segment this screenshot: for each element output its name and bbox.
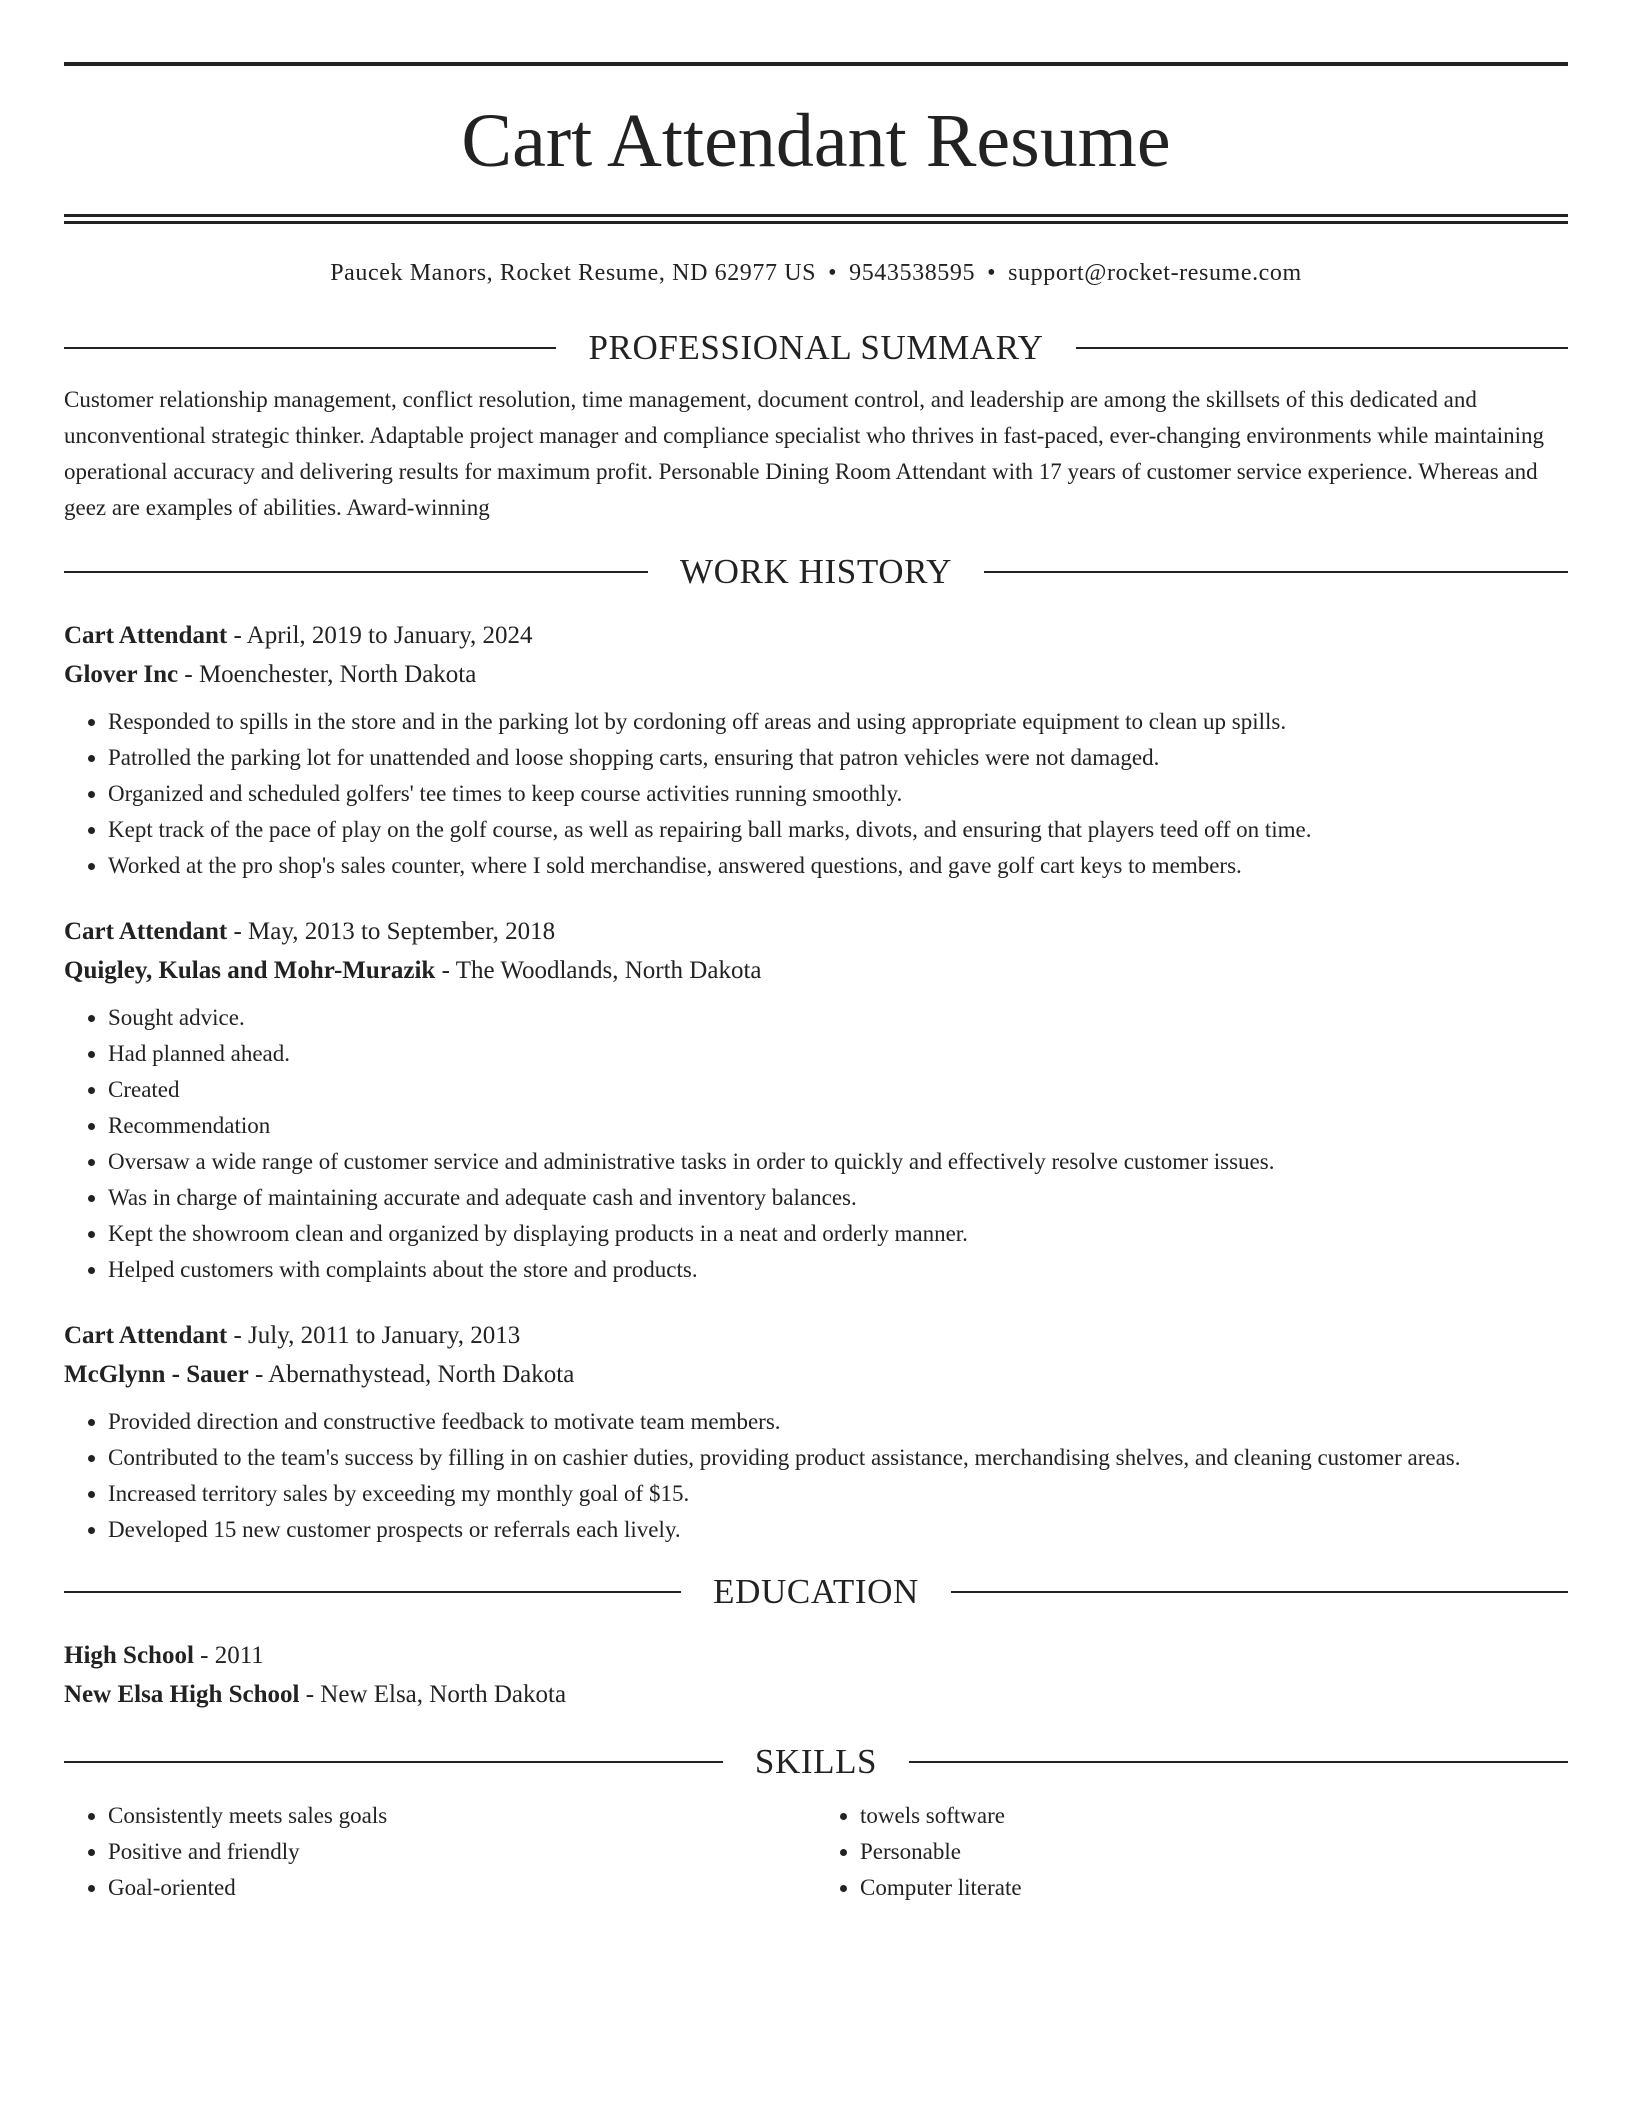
job-title: Cart Attendant [64, 918, 228, 945]
summary-text: Customer relationship management, conflict resolution, time management, document control, and leadership are among the skillsets of this dedicated and unconventional strategic thinker. Adaptable project manager and compliance specialist who thrives in fast-paced, ever-changing environments while maintaining operational accuracy and delivering results for maximum profit. Personable Dining Room Attendant with 17 years of customer service experience. Whereas and geez are examples of abilities. Award-winning [64, 387, 1544, 520]
job-duty: • Organized and scheduled golfers' tee times to keep course activities running smoothly. [108, 776, 1568, 812]
job-duty: • Created [108, 1072, 1568, 1108]
job-dates: - April, 2019 to January, 2024 [227, 622, 533, 649]
job-duty: • Kept the showroom clean and organized by displaying products in a neat and orderly manner. [108, 1216, 1568, 1252]
job-title-line [64, 616, 1568, 655]
skill-item: • Computer literate [860, 1870, 1568, 1906]
skill-item: • Positive and friendly [108, 1834, 816, 1870]
job-entry [64, 616, 1568, 884]
heading-rule-right [984, 571, 1568, 573]
section-title: PROFESSIONAL SUMMARY [588, 328, 1044, 367]
contact-email: support@rocket-resume.com [1008, 260, 1302, 286]
heading-rule-left [64, 1761, 723, 1763]
heading-rule-left [64, 1591, 681, 1593]
section-heading-work-history [64, 550, 1568, 594]
skills-columns [64, 1798, 1568, 1906]
job-duty: • Worked at the pro shop's sales counter, where I sold merchandise, answered questions, and gave golf cart keys to members. [108, 848, 1568, 884]
job-dates: - July, 2011 to January, 2013 [227, 1322, 521, 1349]
education-degree-line [64, 1636, 1568, 1675]
heading-rule-right [909, 1761, 1568, 1763]
education-location: - New Elsa, North Dakota [299, 1681, 567, 1708]
skill-item: • Goal-oriented [108, 1870, 816, 1906]
job-duty: • Oversaw a wide range of customer service and administrative tasks in order to quickly and effectively resolve customer issues. [108, 1144, 1568, 1180]
job-company-line [64, 1355, 1568, 1394]
job-duty: • Patrolled the parking lot for unattended and loose shopping carts, ensuring that patron vehicles were not damaged. [108, 740, 1568, 776]
section-heading-summary [64, 326, 1568, 370]
section-title: EDUCATION [713, 1572, 919, 1611]
job-duty: • Sought advice. [108, 1000, 1568, 1036]
job-duty: • Was in charge of maintaining accurate and adequate cash and inventory balances. [108, 1180, 1568, 1216]
section-title: SKILLS [754, 1742, 878, 1781]
job-duty: • Provided direction and constructive feedback to motivate team members. [108, 1404, 1568, 1440]
skill-item: • towels software [860, 1798, 1568, 1834]
top-rule [64, 62, 1568, 66]
job-entry [64, 912, 1568, 1288]
contact-phone: 9543538595 [849, 260, 976, 286]
job-duty: • Contributed to the team's success by filling in on cashier duties, providing product assistance, merchandising shelves, and cleaning customer areas. [108, 1440, 1568, 1476]
job-duty: • Had planned ahead. [108, 1036, 1568, 1072]
education-school-line [64, 1675, 1568, 1714]
section-heading-education [64, 1570, 1568, 1614]
section-heading-skills [64, 1740, 1568, 1784]
job-title: Cart Attendant [64, 1322, 228, 1349]
education-entry [64, 1636, 1568, 1714]
job-duties-list [64, 704, 1568, 884]
job-company-line [64, 951, 1568, 990]
resume-title: Cart Attendant Resume [461, 99, 1171, 183]
job-duties-list [64, 1000, 1568, 1288]
contact-separator: • [987, 260, 997, 286]
heading-rule-left [64, 571, 648, 573]
skill-item: • Consistently meets sales goals [108, 1798, 816, 1834]
contact-separator: • [828, 260, 838, 286]
skills-list-left [64, 1798, 816, 1906]
job-duty: • Recommendation [108, 1108, 1568, 1144]
heading-rule-right [1076, 347, 1568, 349]
job-duty: • Helped customers with complaints about the store and products. [108, 1252, 1568, 1288]
job-duties-list [64, 1404, 1568, 1548]
job-company: Quigley, Kulas and Mohr-Murazik [64, 957, 436, 984]
job-duty: • Increased territory sales by exceeding my monthly goal of $15. [108, 1476, 1568, 1512]
education-school: New Elsa High School [64, 1681, 300, 1708]
skill-item: • Personable [860, 1834, 1568, 1870]
job-dates: - May, 2013 to September, 2018 [227, 918, 556, 945]
job-title-line [64, 912, 1568, 951]
education-year: - 2011 [193, 1642, 264, 1669]
job-entry [64, 1316, 1568, 1548]
job-title-line [64, 1316, 1568, 1355]
skills-list-right [816, 1798, 1568, 1906]
heading-rule-right [951, 1591, 1568, 1593]
job-company-line [64, 655, 1568, 694]
contact-address: Paucek Manors, Rocket Resume, ND 62977 US [330, 260, 817, 286]
job-title: Cart Attendant [64, 622, 228, 649]
job-duty: • Developed 15 new customer prospects or referrals each lively. [108, 1512, 1568, 1548]
job-location: - Abernathystead, North Dakota [248, 1361, 575, 1388]
contact-line [64, 258, 1568, 288]
education-degree: High School [64, 1642, 194, 1669]
heading-rule-left [64, 347, 556, 349]
job-company: Glover Inc [64, 661, 179, 688]
section-title: WORK HISTORY [680, 552, 952, 591]
job-location: - The Woodlands, North Dakota [435, 957, 762, 984]
title-double-rule [64, 214, 1568, 224]
job-location: - Moenchester, North Dakota [178, 661, 477, 688]
job-company: McGlynn - Sauer [64, 1361, 249, 1388]
job-duty: • Kept track of the pace of play on the golf course, as well as repairing ball marks, divots, and ensuring that players teed off on time. [108, 812, 1568, 848]
job-duty: • Responded to spills in the store and in the parking lot by cordoning off areas and using appropriate equipment to clean up spills. [108, 704, 1568, 740]
